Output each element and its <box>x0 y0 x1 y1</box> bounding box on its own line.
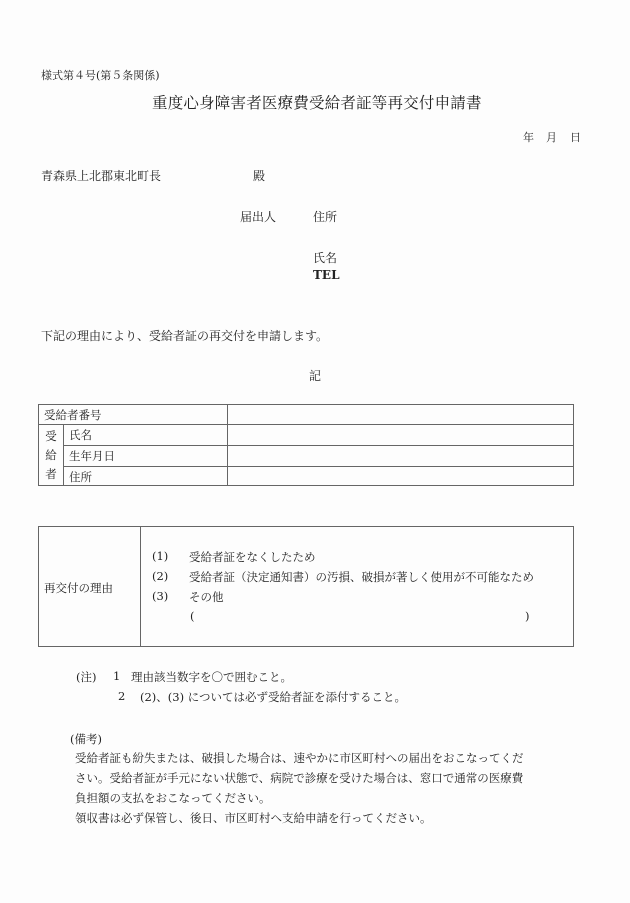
recipient-address-field[interactable] <box>234 469 569 485</box>
remarks-line: 領収書は必ず保管し、後日、市区町村へ支給申請を行ってください。 <box>75 811 432 825</box>
applicant-tel-label: TEL <box>313 268 340 282</box>
note-1-number: 1 <box>113 669 121 683</box>
form-number: 様式第４号(第５条関係) <box>41 69 160 82</box>
recipient-number-label: 受給者番号 <box>44 408 102 422</box>
date-day-label: 日 <box>570 131 581 144</box>
reason-option-1-number[interactable]: (1) <box>152 549 169 563</box>
other-reason-close-paren: ) <box>525 609 530 623</box>
date-month-label: 月 <box>546 131 557 144</box>
notes-heading: (注) <box>76 670 97 684</box>
applicant-label: 届出人 <box>240 210 277 224</box>
note-2-text: (2)、(3) については必ず受給者証を添付すること。 <box>140 690 407 704</box>
row-divider <box>63 445 573 446</box>
column-divider <box>140 527 141 646</box>
recipient-table <box>38 404 574 486</box>
recipient-group-char: 給 <box>45 448 57 462</box>
other-reason-field[interactable] <box>199 609 519 625</box>
ki-heading: 記 <box>309 369 322 383</box>
reason-option-2-text: 受給者証（決定通知書）の汚損、破損が著しく使用が不可能なため <box>189 570 534 584</box>
recipient-name-field[interactable] <box>234 427 569 443</box>
intro-text: 下記の理由により、受給者証の再交付を申請します。 <box>41 329 329 343</box>
recipient-group-label <box>39 425 63 486</box>
addressee: 青森県上北郡東北町長 <box>41 169 162 183</box>
honorific: 殿 <box>253 169 266 183</box>
applicant-name-label: 氏名 <box>313 251 338 265</box>
note-2-number: 2 <box>118 689 126 703</box>
recipient-group-char: 受 <box>45 429 57 443</box>
reason-option-3-number[interactable]: (3) <box>152 589 169 603</box>
remarks-line: 受給者証も紛失または、破損した場合は、速やかに市区町村への届出をおこなってくだ <box>75 751 524 765</box>
recipient-name-label: 氏名 <box>69 428 92 442</box>
remarks-line: さい。受給者証が手元にない状態で、病院で診療を受けた場合は、窓口で通常の医療費 <box>75 771 524 785</box>
row-divider <box>39 424 573 425</box>
reason-label: 再交付の理由 <box>44 581 113 595</box>
recipient-birthdate-label: 生年月日 <box>69 449 115 463</box>
reason-table <box>38 526 574 647</box>
row-divider <box>63 466 573 467</box>
reason-option-1-text: 受給者証をなくしたため <box>189 550 316 564</box>
other-reason-open-paren: ( <box>190 609 195 623</box>
remarks-heading: (備考) <box>70 732 102 746</box>
column-divider <box>63 425 64 485</box>
recipient-birthdate-field[interactable] <box>234 448 569 464</box>
recipient-address-label: 住所 <box>69 470 92 484</box>
remarks-line: 負担額の支払をおこなってください。 <box>75 791 271 805</box>
note-1-text: 理由該当数字を〇で囲むこと。 <box>131 670 292 684</box>
reason-option-2-number[interactable]: (2) <box>152 569 169 583</box>
recipient-group-char: 者 <box>45 467 57 481</box>
date-year-label: 年 <box>523 131 534 144</box>
column-divider <box>227 405 228 485</box>
document-title: 重度心身障害者医療費受給者証等再交付申請書 <box>152 94 482 112</box>
reason-option-3-text: その他 <box>189 590 224 604</box>
recipient-number-field[interactable] <box>234 407 569 423</box>
applicant-address-label: 住所 <box>313 210 338 224</box>
